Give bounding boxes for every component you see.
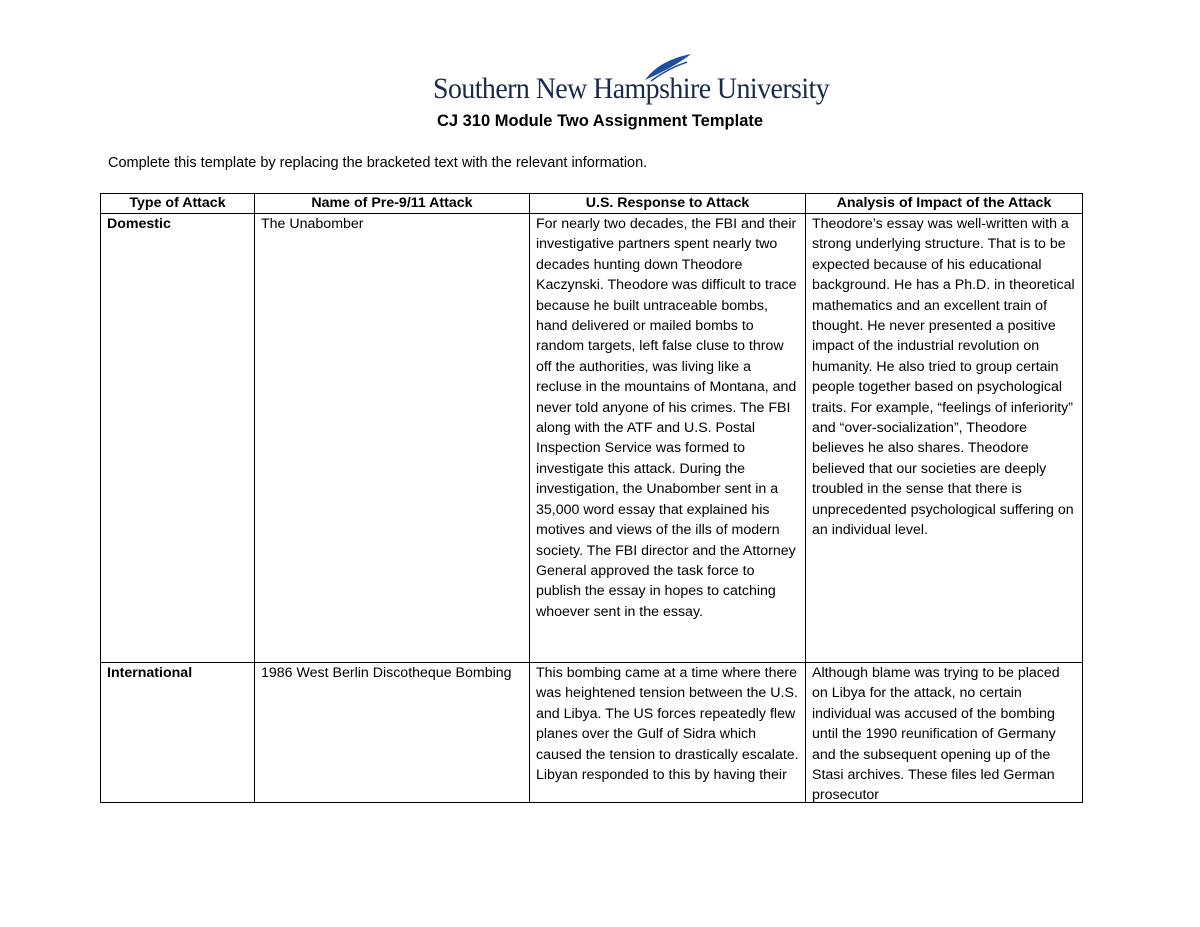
cell-response: For nearly two decades, the FBI and their investigative partners spent nearly two decades hunting down Theodore Kaczynski. Theodore was difficult to trace because he built untraceable bombs, hand delivered or mailed bombs to random targets, left false cluse to throw off the authorities, was living like a recluse in the mountains of Montana, and never told anyone of his crimes. The FBI along with the ATF and U.S. Postal Inspection Service was formed to investigate this attack. During the investigation, the Unabomber sent in a 35,000 word essay that explained his motives and views of the ills of modern society. The FBI director and the Attorney General approved the task force to publish the essay in hopes to catching whoever sent in the essay.: [530, 214, 806, 663]
cell-attack-name: The Unabomber: [255, 214, 530, 663]
header-impact-analysis: Analysis of Impact of the Attack: [806, 194, 1083, 214]
header-attack-name: Name of Pre-9/11 Attack: [255, 194, 530, 214]
instructions-text: Complete this template by replacing the bracketed text with the relevant information.: [108, 155, 648, 171]
header-us-response: U.S. Response to Attack: [530, 194, 806, 214]
table-row-domestic: [101, 214, 1083, 663]
attack-analysis-table: [100, 193, 1083, 803]
table-row-international: [101, 663, 1083, 803]
cell-analysis: Theodore’s essay was well-written with a strong underlying structure. That is to be expected because of his educational background. He has a Ph.D. in theoretical mathematics and an excellent train of thought. He never presented a positive impact of the industrial revolution on humanity. He also tried to group certain people together based on psychological traits. For example, “feelings of inferiority” and “over-socialization”, Theodore believes he also shares. Theodore believed that our societies are deeply troubled in the sense that there is unprecedented psychological suffering on an individual level.: [806, 214, 1083, 663]
table-header-row: [101, 194, 1083, 214]
logo-wordmark: Southern New Hampshire University: [433, 72, 830, 105]
cell-response-text: This bombing came at a time where there was heightened tension between the U.S. and Libya. The US forces repeatedly flew planes over the Gulf of Sidra which caused the tension to drastically escalate. Libyan responded to this by having their: [536, 665, 799, 784]
cell-attack-name: 1986 West Berlin Discotheque Bombing: [255, 663, 530, 803]
cell-analysis: [806, 663, 1083, 803]
cell-analysis-text: Although blame was trying to be placed on Libya for the attack, no certain individual was accused of the bombing until the 1990 reunification of Germany and the subsequent opening up of the Stasi archives. These files led German prosecutor: [812, 665, 1060, 802]
university-logo: [433, 52, 830, 106]
cell-type: Domestic: [101, 214, 255, 663]
cell-response: [530, 663, 806, 803]
cell-type: International: [101, 663, 255, 803]
document-title: CJ 310 Module Two Assignment Template: [436, 112, 764, 130]
header-type-of-attack: Type of Attack: [101, 194, 255, 214]
